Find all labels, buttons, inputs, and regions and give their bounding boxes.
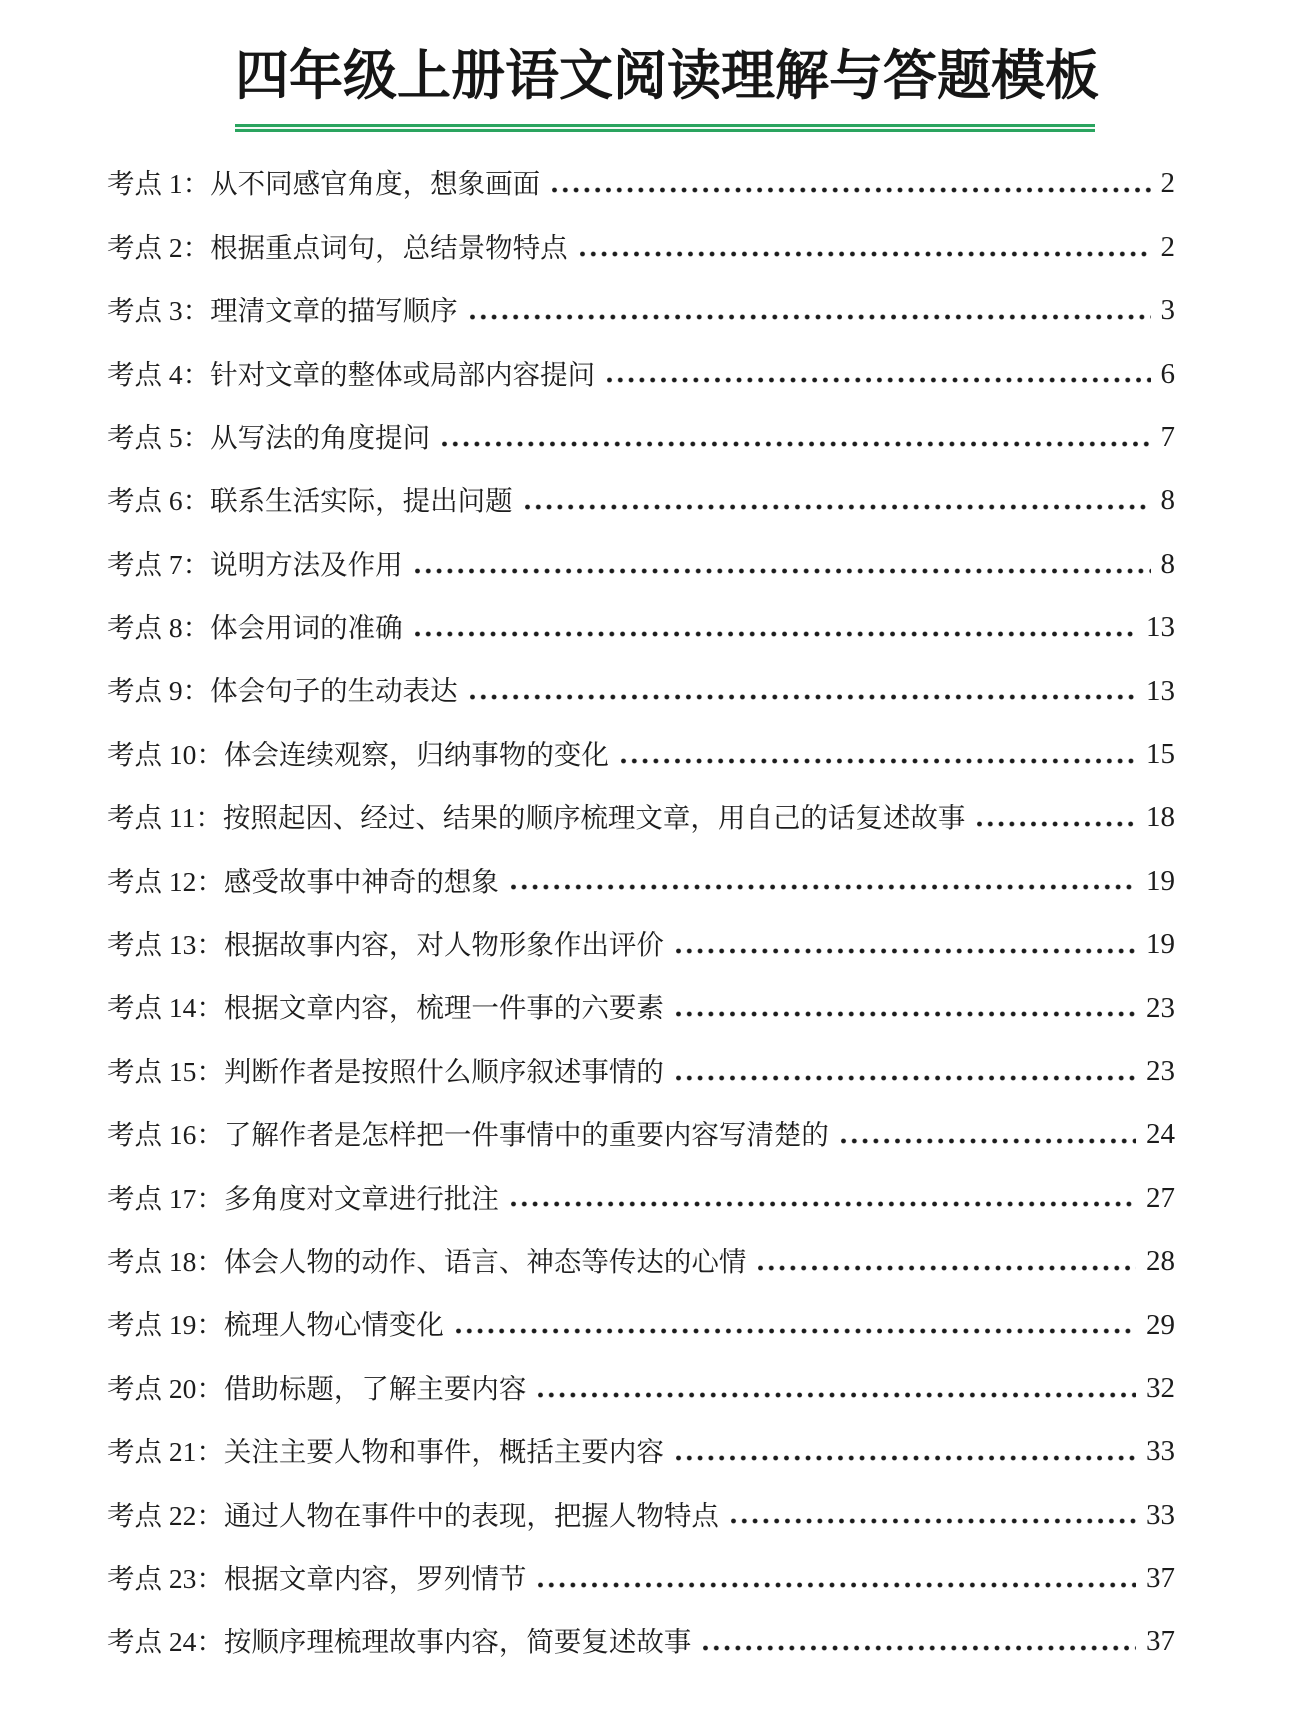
toc-dot-leader	[538, 1392, 1136, 1398]
toc-dot-leader	[470, 314, 1151, 320]
toc-entry	[107, 1230, 1175, 1293]
toc-page-number: 27	[1146, 1181, 1175, 1214]
toc-dot-leader	[456, 1328, 1136, 1334]
document-header	[235, 0, 1099, 132]
toc-entry-label: 考点 4：针对文章的整体或局部内容提问	[107, 358, 596, 390]
toc-entry	[107, 343, 1175, 406]
toc-entry-label: 考点 20：借助标题，了解主要内容	[107, 1372, 527, 1404]
toc-page-number: 23	[1146, 991, 1175, 1024]
toc-entry	[107, 1040, 1175, 1103]
toc-entry-label: 考点 15：判断作者是按照什么顺序叙述事情的	[107, 1055, 664, 1087]
toc-entry-label: 考点 5：从写法的角度提问	[107, 421, 431, 453]
toc-entry-label: 考点 23：根据文章内容，罗列情节	[107, 1562, 527, 1594]
toc-entry-label: 考点 6：联系生活实际，提出问题	[107, 485, 513, 517]
toc-entry-label: 考点 17：多角度对文章进行批注	[107, 1182, 499, 1214]
toc-page-number: 6	[1160, 357, 1175, 390]
toc-dot-leader	[538, 1582, 1136, 1588]
toc-entry	[107, 1167, 1175, 1230]
toc-entry	[107, 1547, 1175, 1610]
toc-entry	[107, 850, 1175, 913]
toc-entry	[107, 660, 1175, 723]
toc-dot-leader	[676, 1455, 1136, 1461]
toc-dot-leader	[621, 758, 1136, 764]
table-of-contents	[107, 152, 1175, 1673]
toc-entry	[107, 596, 1175, 659]
toc-entry	[107, 469, 1175, 532]
toc-entry-label: 考点 19：梳理人物心情变化	[107, 1309, 444, 1341]
toc-entry-label: 考点 16：了解作者是怎样把一件事情中的重要内容写清楚的	[107, 1119, 829, 1151]
toc-entry	[107, 1610, 1175, 1673]
toc-entry-label: 考点 14：根据文章内容，梳理一件事的六要素	[107, 992, 664, 1024]
toc-page-number: 29	[1146, 1308, 1175, 1341]
toc-entry-label: 考点 21：关注主要人物和事件，概括主要内容	[107, 1436, 664, 1468]
toc-entry	[107, 913, 1175, 976]
toc-dot-leader	[525, 504, 1151, 510]
toc-dot-leader	[731, 1518, 1136, 1524]
toc-dot-leader	[676, 1075, 1136, 1081]
toc-entry-label: 考点 3：理清文章的描写顺序	[107, 295, 458, 327]
toc-dot-leader	[511, 884, 1136, 890]
toc-entry-label: 考点 13：根据故事内容，对人物形象作出评价	[107, 929, 664, 961]
toc-page-number: 28	[1146, 1245, 1175, 1278]
toc-page-number: 18	[1146, 801, 1175, 834]
toc-page-number: 7	[1160, 421, 1175, 454]
toc-entry	[107, 1294, 1175, 1357]
toc-page-number: 33	[1146, 1498, 1175, 1531]
toc-dot-leader	[841, 1138, 1136, 1144]
toc-dot-leader	[470, 694, 1136, 700]
toc-page-number: 19	[1146, 864, 1175, 897]
title-underline-rule	[235, 124, 1095, 132]
toc-dot-leader	[415, 568, 1151, 574]
toc-dot-leader	[676, 948, 1136, 954]
toc-entry	[107, 1103, 1175, 1166]
toc-entry	[107, 977, 1175, 1040]
toc-entry	[107, 406, 1175, 469]
toc-page-number: 8	[1160, 547, 1175, 580]
toc-page-number: 37	[1146, 1625, 1175, 1658]
toc-page-number: 2	[1160, 230, 1175, 263]
toc-entry-label: 考点 24：按顺序理梳理故事内容，简要复述故事	[107, 1626, 692, 1658]
toc-entry	[107, 216, 1175, 279]
toc-page-number: 13	[1146, 674, 1175, 707]
toc-entry-label: 考点 1：从不同感官角度，想象画面	[107, 168, 541, 200]
toc-dot-leader	[758, 1265, 1136, 1271]
toc-dot-leader	[580, 251, 1151, 257]
toc-page-number: 8	[1160, 484, 1175, 517]
toc-dot-leader	[552, 187, 1150, 193]
toc-entry-label: 考点 10：体会连续观察，归纳事物的变化	[107, 738, 609, 770]
toc-page-number: 24	[1146, 1118, 1175, 1151]
toc-page-number: 32	[1146, 1371, 1175, 1404]
toc-dot-leader	[442, 441, 1150, 447]
toc-entry	[107, 1357, 1175, 1420]
toc-page-number: 23	[1146, 1054, 1175, 1087]
toc-entry-label: 考点 12：感受故事中神奇的想象	[107, 865, 499, 897]
toc-entry	[107, 533, 1175, 596]
toc-entry-label: 考点 8：体会用词的准确	[107, 612, 403, 644]
toc-page-number: 3	[1160, 294, 1175, 327]
toc-entry	[107, 1484, 1175, 1547]
toc-entry-label: 考点 7：说明方法及作用	[107, 548, 403, 580]
toc-entry	[107, 152, 1175, 215]
toc-entry	[107, 1420, 1175, 1483]
toc-page-number: 15	[1146, 738, 1175, 770]
toc-dot-leader	[511, 1201, 1136, 1207]
toc-page-number: 37	[1146, 1562, 1175, 1595]
page-title: 四年级上册语文阅读理解与答题模板	[235, 46, 1099, 106]
toc-page-number: 13	[1146, 611, 1175, 644]
toc-dot-leader	[703, 1645, 1136, 1651]
toc-page-number: 33	[1146, 1435, 1175, 1468]
toc-dot-leader	[607, 377, 1150, 383]
toc-page-number: 2	[1160, 167, 1175, 200]
toc-dot-leader	[676, 1011, 1136, 1017]
toc-page-number: 19	[1146, 928, 1175, 961]
toc-dot-leader	[415, 631, 1136, 637]
toc-entry	[107, 723, 1175, 786]
toc-entry	[107, 279, 1175, 342]
toc-entry-label: 考点 18：体会人物的动作、语言、神态等传达的心情	[107, 1245, 747, 1277]
toc-entry	[107, 786, 1175, 849]
toc-entry-label: 考点 9：体会句子的生动表达	[107, 675, 458, 707]
toc-entry-label: 考点 2：根据重点词句，总结景物特点	[107, 231, 568, 263]
toc-dot-leader	[977, 821, 1136, 827]
toc-entry-label: 考点 11：按照起因、经过、结果的顺序梳理文章，用自己的话复述故事	[107, 802, 966, 834]
toc-entry-label: 考点 22：通过人物在事件中的表现，把握人物特点	[107, 1499, 719, 1531]
